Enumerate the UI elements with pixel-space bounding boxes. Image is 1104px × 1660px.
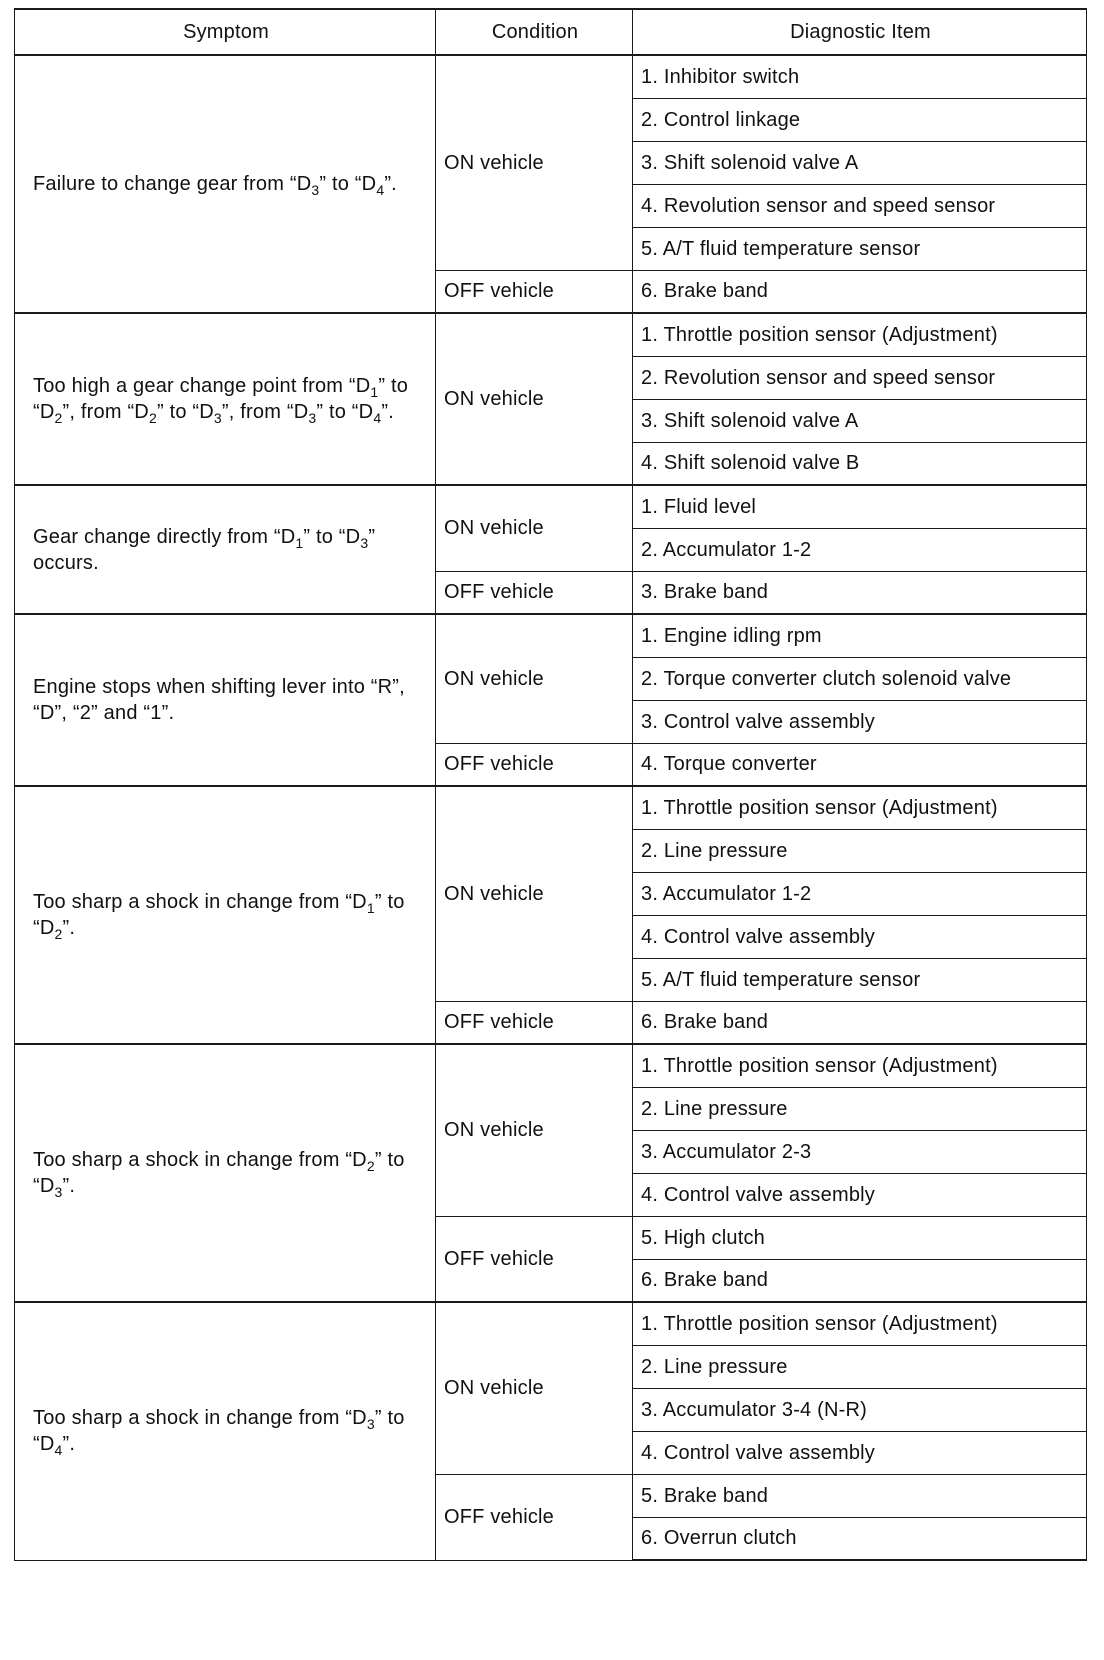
diagnostic-item-cell: 4. Control valve assembly	[633, 1431, 1087, 1474]
diagnostic-item-cell: 1. Throttle position sensor (Adjustment)	[633, 786, 1087, 829]
header-row	[15, 9, 1087, 55]
diagnostic-item-cell: 5. High clutch	[633, 1216, 1087, 1259]
diagnostic-item-cell: 1. Engine idling rpm	[633, 614, 1087, 657]
diagnostic-item-cell: 1. Fluid level	[633, 485, 1087, 528]
symptom-cell	[15, 786, 436, 1044]
diagnostic-item-cell: 3. Accumulator 2-3	[633, 1130, 1087, 1173]
table-body	[15, 55, 1087, 1560]
symptom-cell	[15, 614, 436, 786]
symptom-header: Symptom	[15, 9, 436, 55]
symptom-text: Too sharp a shock in change from “$D_1$” to “$D_2$”.	[33, 891, 405, 942]
condition-cell: ON vehicle	[436, 313, 633, 485]
diagnostic-item-cell: 3. Accumulator 1-2	[633, 872, 1087, 915]
symptom-cell	[15, 55, 436, 313]
table-row	[15, 1044, 1087, 1087]
diagnostic-item-cell: 1. Inhibitor switch	[633, 55, 1087, 98]
diagnostic-item-cell: 4. Revolution sensor and speed sensor	[633, 184, 1087, 227]
symptom-text: Too sharp a shock in change from “$D_2$” to “$D_3$”.	[33, 1149, 405, 1200]
diagnostic-item-header: Diagnostic Item	[633, 9, 1087, 55]
diagnostic-item-cell: 6. Brake band	[633, 1001, 1087, 1044]
diagnostic-item-cell: 2. Accumulator 1-2	[633, 528, 1087, 571]
diagnostic-item-cell: 2. Torque converter clutch solenoid valve	[633, 657, 1087, 700]
condition-cell: OFF vehicle	[436, 743, 633, 786]
diagnostic-item-cell: 3. Shift solenoid valve A	[633, 399, 1087, 442]
condition-cell: ON vehicle	[436, 1302, 633, 1474]
table-row	[15, 55, 1087, 98]
symptom-cell	[15, 1302, 436, 1560]
diagnostic-item-cell: 3. Shift solenoid valve A	[633, 141, 1087, 184]
condition-cell: ON vehicle	[436, 614, 633, 743]
diagnostic-item-cell: 2. Revolution sensor and speed sensor	[633, 356, 1087, 399]
condition-cell: OFF vehicle	[436, 1216, 633, 1302]
diagnostic-item-cell: 6. Overrun clutch	[633, 1517, 1087, 1560]
symptom-cell	[15, 313, 436, 485]
condition-cell: ON vehicle	[436, 1044, 633, 1216]
diagnostic-item-cell: 5. A/T fluid temperature sensor	[633, 958, 1087, 1001]
diagnostic-item-cell: 1. Throttle position sensor (Adjustment)	[633, 1302, 1087, 1345]
diagnostic-item-cell: 5. A/T fluid temperature sensor	[633, 227, 1087, 270]
diagnostic-item-cell: 4. Control valve assembly	[633, 1173, 1087, 1216]
diagnostic-item-cell: 5. Brake band	[633, 1474, 1087, 1517]
diagnostic-item-cell: 2. Line pressure	[633, 1087, 1087, 1130]
condition-cell: ON vehicle	[436, 485, 633, 571]
diagnostic-item-cell: 6. Brake band	[633, 1259, 1087, 1302]
table-header	[15, 9, 1087, 55]
condition-cell: OFF vehicle	[436, 1001, 633, 1044]
table-row	[15, 614, 1087, 657]
symptom-text: Gear change directly from “$D_1$” to “$D_3$” occurs.	[33, 525, 376, 574]
condition-cell: ON vehicle	[436, 786, 633, 1001]
diagnostic-item-cell: 1. Throttle position sensor (Adjustment)	[633, 313, 1087, 356]
diagnostic-item-cell: 3. Control valve assembly	[633, 700, 1087, 743]
diagnostic-item-cell: 4. Shift solenoid valve B	[633, 442, 1087, 485]
table-row	[15, 485, 1087, 528]
symptom-text: Engine stops when shifting lever into “R”, “D”, “2” and “1”.	[33, 676, 405, 724]
symptom-cell	[15, 1044, 436, 1302]
diagnostic-item-cell: 4. Torque converter	[633, 743, 1087, 786]
diagnostic-item-cell: 2. Line pressure	[633, 829, 1087, 872]
table-row	[15, 313, 1087, 356]
symptom-text: Too high a gear change point from “$D_1$” to “$D_2$”, from “$D_2$” to “$D_3$”, from “$D_3$” to “$D_4$”.	[33, 375, 409, 426]
diagnostic-item-cell: 3. Accumulator 3-4 (N-R)	[633, 1388, 1087, 1431]
condition-cell: OFF vehicle	[436, 571, 633, 614]
diagnostic-item-cell: 1. Throttle position sensor (Adjustment)	[633, 1044, 1087, 1087]
diagnostic-item-cell: 2. Line pressure	[633, 1345, 1087, 1388]
condition-cell: ON vehicle	[436, 55, 633, 270]
condition-cell: OFF vehicle	[436, 270, 633, 313]
diagnostic-table	[14, 8, 1087, 1561]
table-row	[15, 1302, 1087, 1345]
symptom-cell	[15, 485, 436, 614]
table-row	[15, 786, 1087, 829]
diagnostic-item-cell: 3. Brake band	[633, 571, 1087, 614]
symptom-text: Too sharp a shock in change from “$D_3$” to “$D_4$”.	[33, 1407, 405, 1459]
diagnostic-item-cell: 6. Brake band	[633, 270, 1087, 313]
diagnostic-item-cell: 2. Control linkage	[633, 98, 1087, 141]
symptom-text: Failure to change gear from “$D_3$” to “$D_4$”.	[33, 173, 397, 198]
condition-cell: OFF vehicle	[436, 1474, 633, 1560]
condition-header: Condition	[436, 9, 633, 55]
diagnostic-item-cell: 4. Control valve assembly	[633, 915, 1087, 958]
